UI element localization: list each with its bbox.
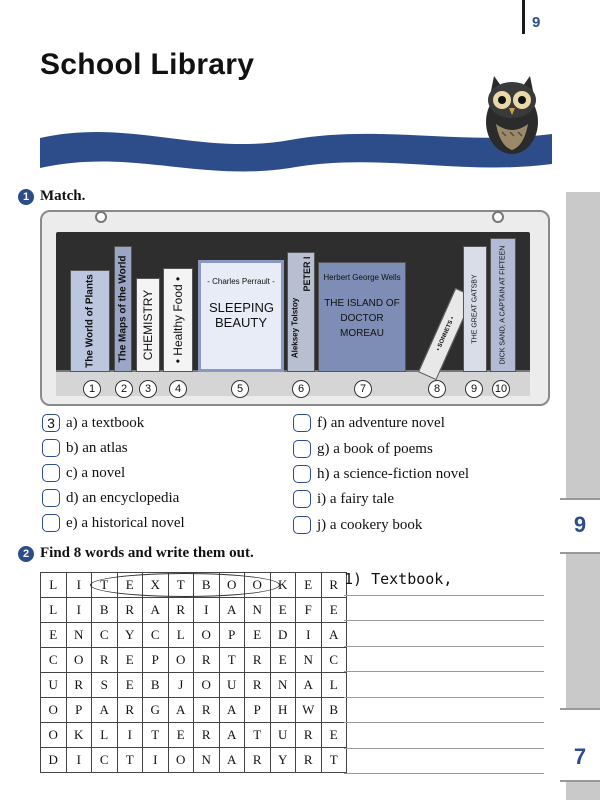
side-tab-9: 9	[560, 498, 600, 554]
grid-cell[interactable]: O	[168, 648, 194, 673]
side-tab-7: 7	[560, 708, 600, 782]
exercise-1-heading	[18, 188, 85, 205]
grid-cell[interactable]: A	[219, 723, 245, 748]
grid-cell[interactable]: C	[92, 748, 118, 773]
grid-cell[interactable]: Y	[270, 748, 296, 773]
match-option-b: b) an atlas	[42, 439, 128, 457]
grid-cell[interactable]: O	[41, 698, 67, 723]
grid-cell[interactable]: R	[194, 723, 220, 748]
grid-cell[interactable]: R	[245, 648, 271, 673]
match-option-d: d) an encyclopedia	[42, 489, 179, 507]
grid-cell[interactable]: T	[245, 723, 271, 748]
grid-cell[interactable]: R	[296, 748, 322, 773]
grid-cell[interactable]: I	[66, 573, 92, 598]
grid-cell[interactable]: X	[143, 573, 169, 598]
grid-cell[interactable]: C	[321, 648, 347, 673]
match-option-a: 3 a) a textbook	[42, 414, 144, 432]
book-2: The Maps of the World	[114, 246, 132, 372]
answer-box[interactable]	[293, 414, 311, 432]
grid-cell[interactable]: E	[168, 723, 194, 748]
grid-cell[interactable]: O	[66, 648, 92, 673]
grid-cell[interactable]: U	[41, 673, 67, 698]
answer-line[interactable]	[344, 749, 544, 775]
answer-line[interactable]	[344, 647, 544, 673]
grid-cell[interactable]: T	[92, 573, 118, 598]
grid-cell[interactable]: O	[219, 573, 245, 598]
grid-cell[interactable]: E	[270, 598, 296, 623]
grid-cell[interactable]: E	[270, 648, 296, 673]
book-number: 2	[115, 380, 133, 398]
book-number: 9	[465, 380, 483, 398]
book-number: 8	[428, 380, 446, 398]
grid-row	[41, 698, 347, 723]
grid-cell[interactable]: C	[41, 648, 67, 673]
answer-line[interactable]	[344, 621, 544, 647]
grid-cell[interactable]: E	[117, 673, 143, 698]
book-9: THE GREAT GATSBY	[463, 246, 487, 372]
grid-cell[interactable]: R	[117, 598, 143, 623]
book-4: • Healthy Food •	[163, 268, 193, 372]
grid-cell[interactable]: O	[41, 723, 67, 748]
book-number: 1	[83, 380, 101, 398]
grid-cell[interactable]: R	[168, 598, 194, 623]
grid-cell[interactable]: P	[245, 698, 271, 723]
grid-cell[interactable]: A	[92, 698, 118, 723]
match-option-g: g) a book of poems	[293, 440, 433, 458]
grid-cell[interactable]: O	[194, 623, 220, 648]
page-number-rule	[522, 0, 525, 34]
grid-cell[interactable]: A	[219, 748, 245, 773]
grid-cell[interactable]: K	[270, 573, 296, 598]
grid-cell[interactable]: N	[194, 748, 220, 773]
book-number: 10	[492, 380, 510, 398]
grid-cell[interactable]: H	[270, 698, 296, 723]
exercise-number-badge: 1	[18, 189, 34, 205]
owl-icon	[472, 62, 550, 158]
grid-cell[interactable]: I	[143, 748, 169, 773]
exercise-2-heading	[18, 545, 254, 562]
hook-icon	[492, 211, 504, 223]
answer-line[interactable]	[344, 698, 544, 724]
grid-cell[interactable]: E	[321, 598, 347, 623]
grid-cell[interactable]: L	[92, 723, 118, 748]
grid-cell[interactable]: E	[245, 623, 271, 648]
book-1: The World of Plants	[70, 270, 110, 372]
grid-cell[interactable]: P	[219, 623, 245, 648]
book-3: CHEMISTRY	[136, 278, 160, 372]
grid-cell[interactable]: A	[321, 623, 347, 648]
page-number: 9	[532, 14, 541, 31]
answer-box[interactable]	[42, 489, 60, 507]
answer-line[interactable]	[344, 596, 544, 622]
grid-cell[interactable]: E	[41, 623, 67, 648]
found-word-oval	[90, 573, 280, 597]
grid-cell[interactable]: A	[296, 673, 322, 698]
grid-cell[interactable]: A	[143, 598, 169, 623]
grid-cell[interactable]: Y	[117, 623, 143, 648]
grid-cell[interactable]: U	[219, 673, 245, 698]
grid-cell[interactable]: E	[117, 573, 143, 598]
book-number: 7	[354, 380, 372, 398]
grid-row	[41, 648, 347, 673]
book-5: - Charles Perrault - SLEEPING BEAUTY	[198, 260, 284, 372]
answer-lines	[344, 570, 544, 774]
grid-cell[interactable]: P	[143, 648, 169, 673]
grid-cell[interactable]: B	[321, 698, 347, 723]
grid-cell[interactable]: I	[117, 723, 143, 748]
answer-box[interactable]	[293, 490, 311, 508]
book-10: DICK SAND, A CAPTAIN AT FIFTEEN	[490, 238, 516, 372]
grid-cell[interactable]: J	[168, 673, 194, 698]
grid-cell[interactable]: U	[270, 723, 296, 748]
answer-box[interactable]	[293, 440, 311, 458]
answer-box[interactable]	[293, 465, 311, 483]
grid-cell[interactable]: O	[245, 573, 271, 598]
grid-cell[interactable]: B	[194, 573, 220, 598]
grid-cell[interactable]: D	[270, 623, 296, 648]
answer-box[interactable]	[42, 464, 60, 482]
grid-row	[41, 623, 347, 648]
grid-cell[interactable]: N	[245, 598, 271, 623]
book-7: Herbert George Wells THE ISLAND OF DOCTOR MOREAU	[318, 262, 406, 372]
book-number: 3	[139, 380, 157, 398]
answer-box[interactable]: 3	[42, 414, 60, 432]
grid-cell[interactable]: R	[245, 673, 271, 698]
answer-box[interactable]	[42, 514, 60, 532]
grid-cell[interactable]: E	[117, 648, 143, 673]
match-option-i: i) a fairy tale	[293, 490, 394, 508]
grid-cell[interactable]: C	[92, 623, 118, 648]
grid-cell[interactable]: G	[143, 698, 169, 723]
grid-cell[interactable]: L	[41, 573, 67, 598]
grid-cell[interactable]: W	[296, 698, 322, 723]
grid-cell[interactable]: N	[296, 648, 322, 673]
grid-cell[interactable]: T	[117, 748, 143, 773]
book-number: 5	[231, 380, 249, 398]
hook-icon	[95, 211, 107, 223]
book-8: • SONNETS •	[418, 288, 474, 380]
page-title: School Library	[40, 48, 255, 81]
book-number: 4	[169, 380, 187, 398]
grid-cell[interactable]: T	[168, 573, 194, 598]
grid-row	[41, 723, 347, 748]
match-option-f: f) an adventure novel	[293, 414, 445, 432]
grid-cell[interactable]: O	[168, 748, 194, 773]
grid-row	[41, 673, 347, 698]
exercise-1-instruction: Match.	[40, 188, 86, 204]
grid-cell[interactable]: T	[143, 723, 169, 748]
match-option-j: j) a cookery book	[293, 516, 422, 534]
grid-cell[interactable]: T	[219, 648, 245, 673]
grid-cell[interactable]: K	[66, 723, 92, 748]
grid-cell[interactable]: I	[66, 598, 92, 623]
book-6: Aleksey Tolstoy PETER I	[287, 252, 315, 372]
grid-cell[interactable]: C	[143, 623, 169, 648]
grid-cell[interactable]: N	[270, 673, 296, 698]
grid-cell[interactable]: I	[296, 623, 322, 648]
grid-cell[interactable]: R	[117, 698, 143, 723]
grid-cell[interactable]: L	[321, 673, 347, 698]
grid-cell[interactable]: R	[66, 673, 92, 698]
grid-cell[interactable]: A	[168, 698, 194, 723]
grid-cell[interactable]: A	[219, 598, 245, 623]
grid-cell[interactable]: R	[245, 748, 271, 773]
grid-cell[interactable]: L	[168, 623, 194, 648]
word-search-grid	[40, 572, 347, 773]
grid-cell[interactable]: F	[296, 598, 322, 623]
grid-cell[interactable]: A	[219, 698, 245, 723]
exercise-2-instruction: Find 8 words and write them out.	[40, 545, 254, 561]
grid-cell[interactable]: R	[321, 573, 347, 598]
grid-cell[interactable]: I	[194, 598, 220, 623]
grid-cell[interactable]: O	[194, 673, 220, 698]
book-number: 6	[292, 380, 310, 398]
answer-line[interactable]	[344, 672, 544, 698]
grid-cell[interactable]: B	[92, 598, 118, 623]
grid-cell[interactable]: S	[92, 673, 118, 698]
grid-cell[interactable]: I	[66, 748, 92, 773]
answer-line[interactable]: 1) Textbook,	[344, 570, 544, 596]
grid-cell[interactable]: L	[41, 598, 67, 623]
match-option-c: c) a novel	[42, 464, 125, 482]
grid-cell[interactable]: R	[194, 648, 220, 673]
answer-box[interactable]	[293, 516, 311, 534]
match-option-h: h) a science-fiction novel	[293, 465, 469, 483]
grid-cell[interactable]: N	[66, 623, 92, 648]
answer-line[interactable]	[344, 723, 544, 749]
grid-row	[41, 598, 347, 623]
match-option-e: e) a historical novel	[42, 514, 185, 532]
grid-cell[interactable]: R	[92, 648, 118, 673]
grid-cell[interactable]: R	[194, 698, 220, 723]
grid-cell[interactable]: T	[321, 748, 347, 773]
grid-cell[interactable]: D	[41, 748, 67, 773]
answer-box[interactable]	[42, 439, 60, 457]
grid-cell[interactable]: E	[296, 573, 322, 598]
grid-cell[interactable]: R	[296, 723, 322, 748]
grid-cell[interactable]: B	[143, 673, 169, 698]
grid-cell[interactable]: E	[321, 723, 347, 748]
grid-cell[interactable]: P	[66, 698, 92, 723]
exercise-number-badge: 2	[18, 546, 34, 562]
grid-row	[41, 748, 347, 773]
